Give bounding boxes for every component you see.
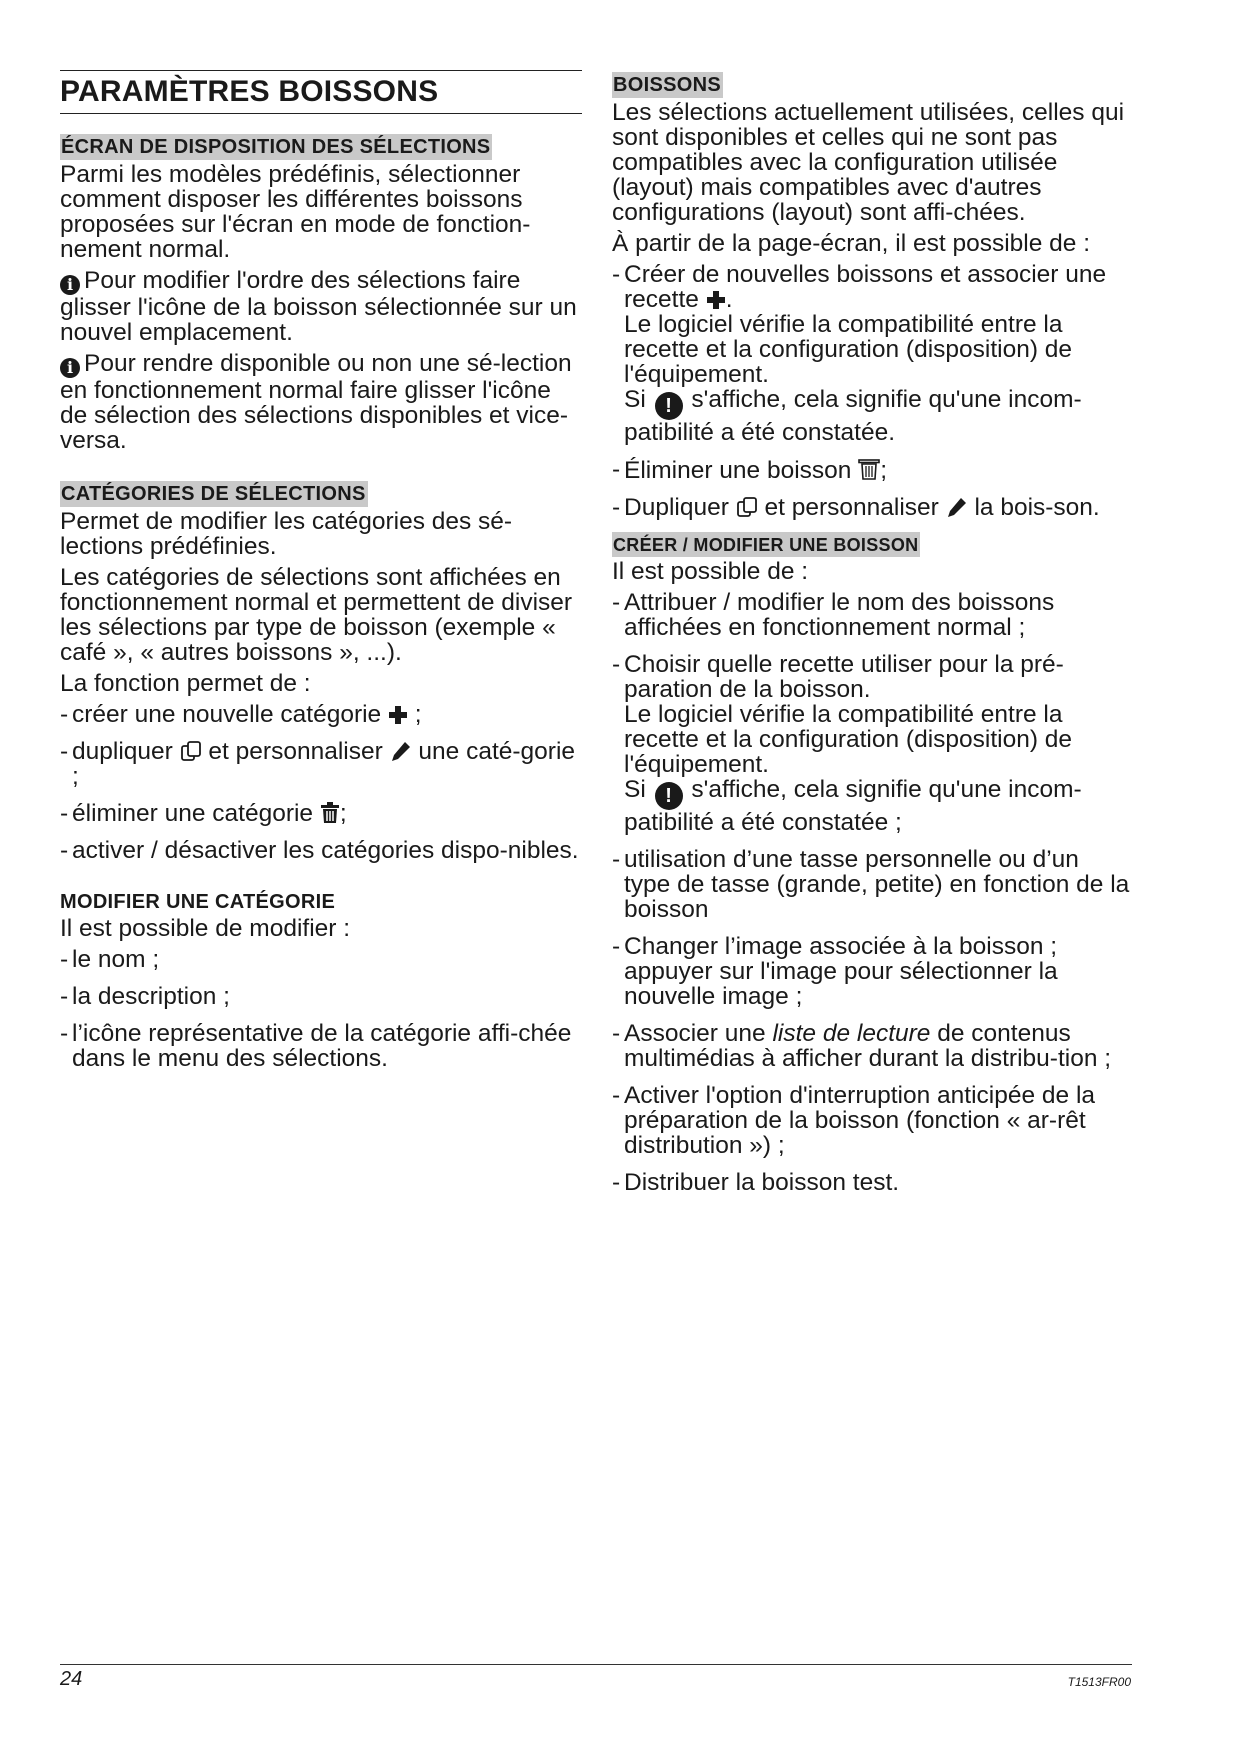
paragraph: Il est possible de modifier : [60, 915, 351, 942]
list-item: - Activer l'option d'interruption anticipée de la préparation de la boisson (fonction « ar-rêt distribution ») ; [612, 1083, 1132, 1158]
list-item: - Associer une liste de lecture de contenus multimédias à afficher durant la distribu-tion ; [612, 1021, 1132, 1071]
paragraph: Parmi les modèles prédéfinis, sélectionner comment disposer les différentes boissons proposées sur l'écran en mode de fonction-nement normal. [60, 161, 531, 263]
paragraph: À partir de la page-écran, il est possible de : [612, 230, 1091, 257]
section-heading-layout: ÉCRAN DE DISPOSITION DES SÉLECTIONS [61, 136, 491, 158]
list-item: - dupliquer et personnaliser une caté-gorie ; [60, 739, 582, 789]
pencil-icon [390, 740, 412, 762]
duplicate-icon [180, 740, 202, 762]
section-heading-drinks: BOISSONS [613, 74, 721, 96]
list-item: - Distribuer la boisson test. [612, 1170, 1132, 1195]
paragraph: La fonction permet de : [60, 670, 311, 697]
list-item: - Dupliquer et personnaliser la bois-son. [612, 495, 1132, 520]
list [612, 590, 1132, 1195]
list-item: - Attribuer / modifier le nom des boissons affichées en fonctionnement normal ; [612, 590, 1132, 640]
right-column [612, 72, 1132, 1207]
plus-icon [706, 290, 726, 310]
paragraph: Permet de modifier les catégories des sé-lections prédéfinies. [60, 508, 513, 560]
footer-rule [60, 1664, 1132, 1665]
list-item: - éliminer une catégorie ; [60, 801, 582, 826]
section-heading-create-drink: CRÉER / MODIFIER UNE BOISSON [612, 532, 920, 557]
list-item: - Choisir quelle recette utiliser pour la pré-paration de la boisson. Le logiciel vérifie la compatibilité entre la recette et la configuration (disposition) de l'équipement. Si ! s'affiche, cela signifie qu'une incom-patibilité a été constatée ; [612, 652, 1132, 835]
warning-icon: ! [655, 392, 683, 420]
warning-icon: ! [655, 782, 683, 810]
page-title: PARAMÈTRES BOISSONS [60, 71, 582, 114]
trash-icon [858, 457, 880, 481]
list-item: - activer / désactiver les catégories dispo-nibles. [60, 838, 582, 863]
paragraph: Les sélections actuellement utilisées, celles qui sont disponibles et celles qui ne sont pas compatibles avec la configuration utilisée (layout) mais compatibles avec d'autres configurations (layout) sont affi-chées. [612, 99, 1125, 226]
left-column [60, 70, 582, 1083]
list-item: - l’icône représentative de la catégorie affi-chée dans le menu des sélections. [60, 1021, 582, 1071]
section-heading-categories: CATÉGORIES DE SÉLECTIONS [61, 483, 366, 505]
trash-icon [320, 802, 340, 824]
section-heading-modify-category: MODIFIER UNE CATÉGORIE [60, 891, 336, 913]
list-item: - la description ; [60, 984, 582, 1009]
document-code: T1513FR00 [1067, 1675, 1131, 1689]
page-number: 24 [60, 1668, 83, 1690]
paragraph: Il est possible de : [612, 558, 809, 585]
list [60, 702, 582, 863]
list [612, 262, 1132, 520]
duplicate-icon [736, 496, 758, 518]
list-item: - utilisation d’une tasse personnelle ou d’un type de tasse (grande, petite) en fonction de la boisson [612, 847, 1132, 922]
info-note: i Pour modifier l'ordre des sélections faire glisser l'icône de la boisson sélectionnée sur un nouvel emplacement. [60, 267, 577, 346]
list-item: - Changer l’image associée à la boisson ; appuyer sur l'image pour sélectionner la nouvelle image ; [612, 934, 1132, 1009]
info-icon: i [60, 358, 80, 378]
info-icon: i [60, 275, 80, 295]
plus-icon [388, 705, 408, 725]
paragraph: Les catégories de sélections sont affichées en fonctionnement normal et permettent de diviser les sélections par type de boisson (exemple « café », « autres boissons », ...). [60, 564, 573, 666]
list-item: - le nom ; [60, 947, 582, 972]
list [60, 947, 582, 1071]
list-item: - créer une nouvelle catégorie ; [60, 702, 582, 727]
list-item: - Créer de nouvelles boissons et associer une recette . Le logiciel vérifie la compatibilité entre la recette et la configuration (disposition) de l'équipement. Si ! s'affiche, cela signifie qu'une incom-patibilité a été constatée. [612, 262, 1132, 445]
info-note: i Pour rendre disponible ou non une sé-lection en fonctionnement normal faire glisser l'icône de sélection des sélections disponibles et vice-versa. [60, 350, 572, 454]
pencil-icon [946, 496, 968, 518]
list-item: - Éliminer une boisson ; [612, 457, 1132, 483]
